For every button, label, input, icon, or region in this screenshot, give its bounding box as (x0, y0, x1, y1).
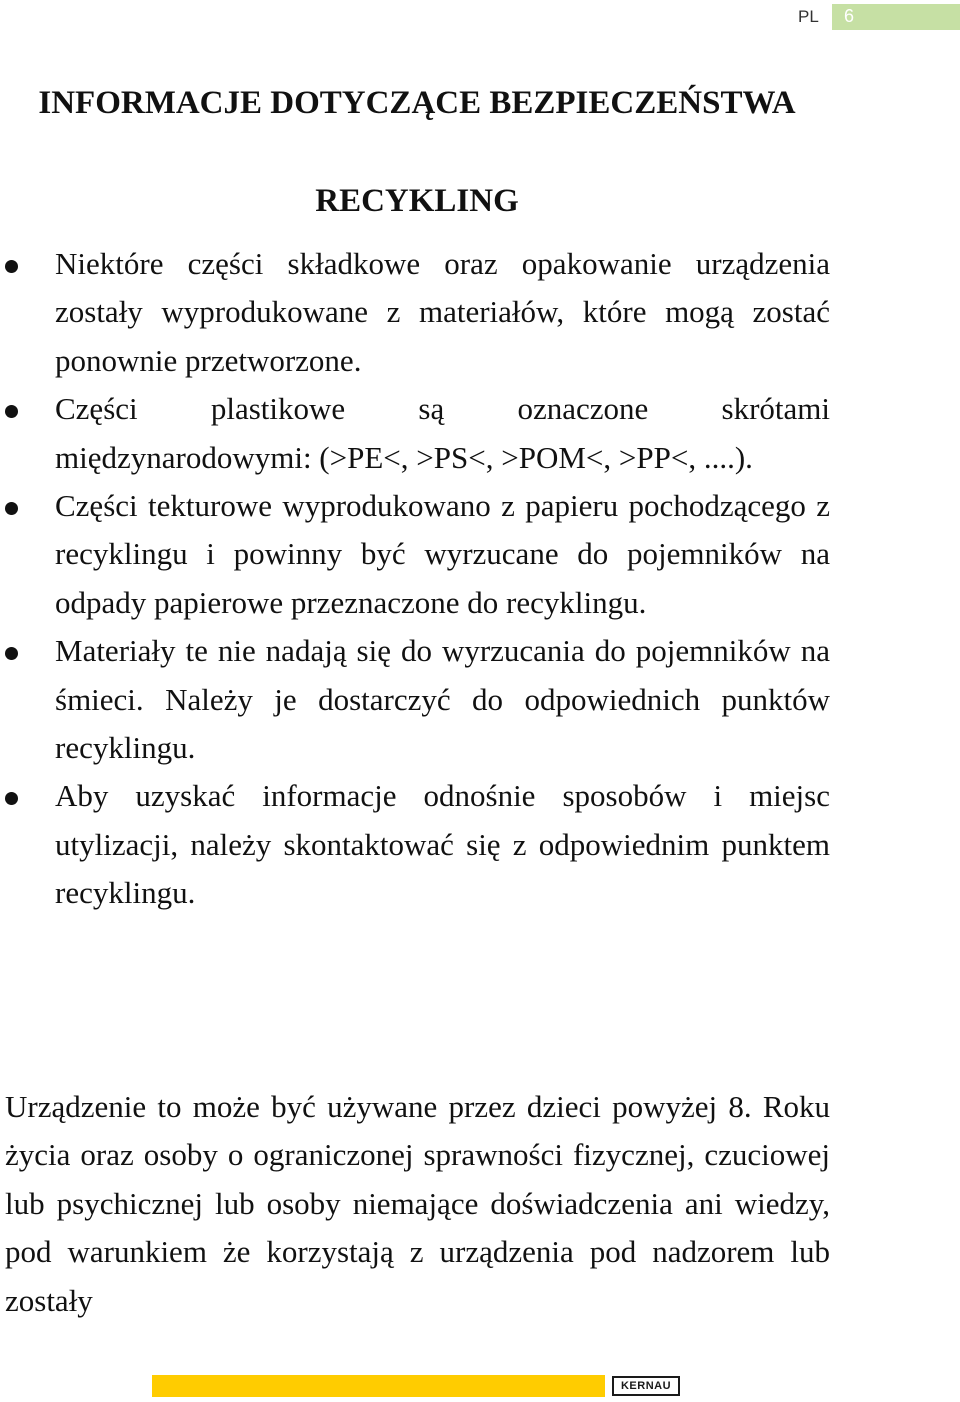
list-item-text: Materiały te nie nadają się do wyrzucania do pojemników na śmieci. Należy je dostarczyć do odpowiednich punktów recyklingu. (55, 633, 830, 766)
bullet-icon (5, 647, 18, 660)
list-item (0, 772, 830, 917)
list-item-text: Aby uzyskać informacje odnośnie sposobów i miejsc utylizacji, należy skontaktować się z odpowiednim punktem recyklingu. (55, 778, 830, 911)
footer-bar (152, 1375, 605, 1397)
list-item (0, 482, 830, 627)
list-item-text: Części tekturowe wyprodukowano z papieru pochodzącego z recyklingu i powinny być wyrzucane do pojemników na odpady papierowe przeznaczone do recyklingu. (55, 488, 830, 620)
brand-logo: KERNAU (612, 1376, 680, 1396)
language-code: PL (798, 7, 819, 26)
subsection-heading: RECYKLING (315, 183, 519, 219)
bullet-icon (5, 260, 18, 273)
page-number-box (832, 4, 960, 30)
list-item-text: Niektóre części składkowe oraz opakowanie urządzenia zostały wyprodukowane z materiałów, które mogą zostać ponownie przetworzone. (55, 246, 830, 378)
page-header (784, 4, 960, 30)
body-paragraph: Urządzenie to może być używane przez dzieci powyżej 8. Roku życia oraz osoby o ograniczonej sprawności fizycznej, czuciowej lub psychicznej lub osoby niemające doświadczenia ani wiedzy, pod warunkiem że korzystają z urządzenia pod nadzorem lub zostały (5, 1089, 830, 1318)
page-number: 6 (844, 6, 855, 26)
list-item (0, 240, 830, 385)
section-heading: INFORMACJE DOTYCZĄCE BEZPIECZEŃSTWA (38, 85, 796, 121)
bullet-icon (5, 502, 18, 515)
list-item (0, 627, 830, 772)
list-item (0, 385, 830, 482)
bullet-icon (5, 792, 18, 805)
bullet-icon (5, 405, 18, 418)
recycling-bullet-list (0, 240, 830, 918)
list-item-text: Części plastikowe są oznaczone skrótami międzynarodowymi: (>PE<, >PS<, >POM<, >PP<, ....). (55, 391, 830, 475)
